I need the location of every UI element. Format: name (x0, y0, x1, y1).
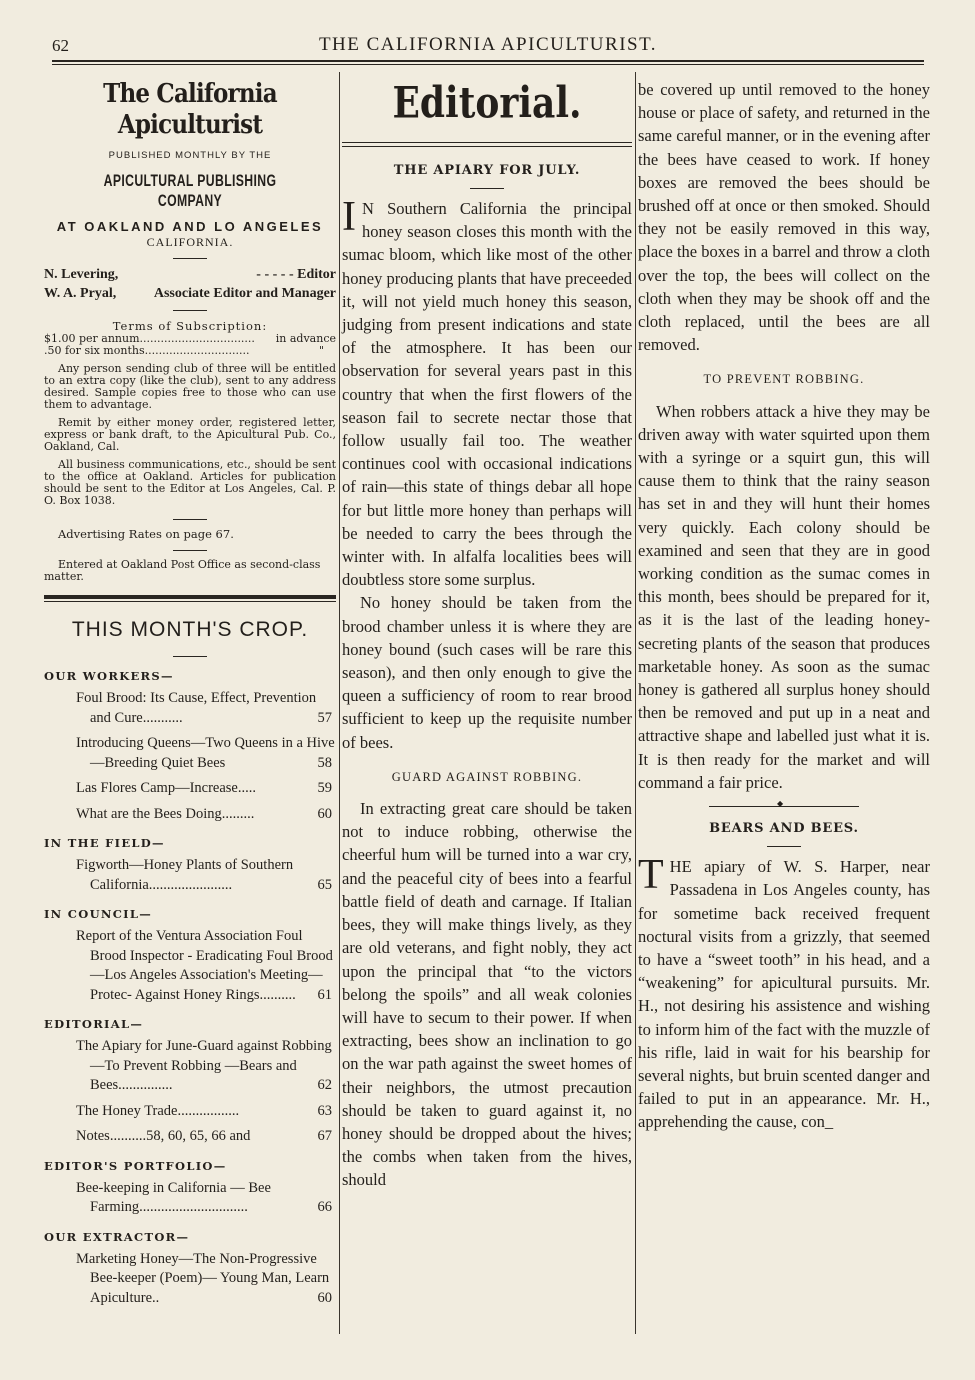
staff-role: Associate Editor and Manager (153, 286, 336, 301)
toc (44, 669, 336, 1308)
state-line: CALIFORNIA. (146, 235, 234, 249)
article-body-continued (638, 78, 930, 794)
staff-role: - - - - - Editor (256, 267, 336, 282)
paragraph: When robbers attack a hive they may be driven away with water squirted upon them with a syringe or a squirt gun, this will cause them to think that the rainy season has set in and they will hunt their homes very quickly. Each colony should be examined and seen that they are in good working condition as the sumac comes in this month, bees should be prepared for it, as it is the last of the leading honey-secreting plants of the season that produces marketable honey. As soon as the sumac honey is gathered all surplus honey should then be removed and put up in a neat and attractive shape and labelled just what it is. It is then ready for the market and will command a fair price. (638, 401, 930, 792)
toc-section-head: IN THE FIELD— (44, 836, 165, 850)
thin-rule (44, 601, 336, 602)
toc-page: 60 (317, 805, 332, 822)
toc-section-head: OUR EXTRACTOR— (44, 1229, 190, 1244)
toc-entry: Report of the Ventura Association Foul Brood Inspector - Eradicating Foul Brood—Los Angeles Association's Meeting—Protec- Against Honey Rings.......... 61 (76, 928, 333, 1003)
drop-cap: I (342, 194, 356, 240)
drop-cap: T (638, 852, 664, 899)
business-note: All business communications, etc., should be sent to the office at Oakland. Articles for publication should be sent to the Editor at Los Angeles, Cal. P. O. Box 1038. (44, 458, 336, 507)
price-row (44, 345, 336, 357)
rule (342, 142, 632, 143)
right-column (638, 78, 930, 1134)
staff-name: W. A. Pryal, (44, 286, 117, 301)
toc-entry: Marketing Honey—The Non-Progressive Bee-keeper (Poem)— Young Man, Learn Apiculture.. 60 (76, 1250, 332, 1306)
middle-column (342, 72, 632, 1192)
toc-entry: Foul Brood: Its Cause, Effect, Prevention and Cure........... 57 (76, 690, 332, 726)
subscription-terms (44, 333, 336, 507)
rule (173, 550, 207, 551)
toc-page: 58 (317, 754, 332, 771)
toc-entry: Notes..........58, 60, 65, 66 and 67 (76, 1128, 332, 1144)
published-line: PUBLISHED MONTHLY BY THE (108, 150, 272, 161)
price-label: $1.00 per annum................................. (44, 333, 255, 345)
staff-name: N. Levering, (44, 267, 119, 282)
toc-page: 63 (317, 1102, 332, 1119)
ornament-divider (709, 806, 859, 807)
toc-section-head: EDITOR'S PORTFOLIO— (44, 1158, 227, 1173)
rule (173, 519, 207, 520)
article-heading: BEARS AND BEES. (709, 821, 859, 837)
toc-page: 61 (317, 986, 332, 1003)
toc-entry: Introducing Queens—Two Queens in a Hive—Breeding Quiet Bees 58 (76, 735, 335, 771)
club-note: Any person sending club of three will be entitled to an extra copy (like the club), sent to any address desired. Sample copies free to those who can use them to advantage. (44, 362, 336, 411)
paragraph: No honey should be taken from the brood chamber unless it is where they are honey bound (such cases will be rare this season), and then only enough to give the queen a sufficiency of room to rear brood sufficient to keep up the requisite number of bees. (342, 593, 632, 752)
rule (342, 146, 632, 147)
toc-entry: The Honey Trade................. 63 (76, 1102, 332, 1119)
toc-page: 67 (317, 1128, 332, 1144)
paragraph: In extracting great care should be taken not to induce robbing, otherwise the cheerful hum will be turned into a war cry, and the peaceful city of bees into a fearful battle field of death and carnage. If Italian bees, they will make things lively, as they are old veterans, and fight nobly, they act upon the principal that “to the victors belong the spoils” and all weak colonies will have to secum to their power. If when extracting, bees show an inclination to go on the war path against the sweet homes of their neighbors, the utmost precaution should be taken to guard against it, no honey should be dropped about the hives; the combs when taken from the hives, should (342, 799, 632, 1190)
left-column (44, 72, 336, 1308)
toc-entry: The Apiary for June-Guard against Robbing—To Prevent Robbing —Bears and Bees............... 62 (76, 1038, 332, 1093)
toc-page: 65 (317, 876, 332, 893)
masthead-title: The California Apiculturist (103, 77, 277, 141)
toc-entry: Bee-keeping in California — Bee Farming.............................. 66 (76, 1179, 332, 1215)
toc-entry: Figworth—Honey Plants of Southern California....................... 65 (76, 857, 332, 893)
sub-heading: GUARD AGAINST ROBBING. (391, 769, 583, 784)
toc-section-head: OUR WORKERS— (44, 669, 174, 683)
header-rule (52, 60, 924, 62)
editorial-title: Editorial. (392, 77, 582, 129)
toc-page: 57 (317, 709, 332, 726)
toc-section-head: EDITORIAL— (44, 1017, 144, 1031)
price-note: in advance (275, 332, 336, 345)
toc-page: 59 (317, 780, 332, 796)
toc-page: 66 (317, 1199, 332, 1215)
toc-entry: Las Flores Camp—Increase..... 59 (76, 780, 332, 796)
rule (173, 656, 207, 657)
thick-rule (44, 595, 336, 599)
company-name: APICULTURAL PUBLISHING COMPANY (103, 171, 277, 210)
rule (173, 310, 207, 311)
advertising-line: Advertising Rates on page 67. (58, 527, 234, 541)
staff-manager (44, 286, 336, 302)
article-body (638, 852, 930, 1133)
page-header (52, 34, 924, 58)
rule (173, 258, 207, 259)
toc-entry: What are the Bees Doing......... 60 (76, 805, 332, 822)
column-rule-right (635, 72, 636, 1334)
article-body (342, 194, 633, 1192)
column-rule-left (339, 72, 340, 1334)
rule (470, 188, 504, 189)
article-heading: THE APIARY FOR JULY. (393, 163, 581, 178)
price-label: .50 for six months.............................. (44, 345, 250, 357)
rule (767, 846, 801, 847)
price-row (44, 333, 336, 345)
crop-title: THIS MONTH'S CROP. (71, 618, 309, 641)
toc-section-head: IN COUNCIL— (44, 907, 153, 921)
remit-note: Remit by either money order, registered letter, express or bank draft, to the Apicultural Pub. Co., Oakland, Cal. (44, 416, 336, 453)
page-number: 62 (52, 36, 69, 55)
paragraph: I N Southern California the principal honey season closes this month with the sumac bloom, which like most of the other honey producing plants that have preceeded it, will not yield much honey this season, judging from present indications and state of the atmosphere. It has been our observation for several years past in this country that when the first flowers of the season fail to secrete nectar those that follow usually fail too. The weather continues cool with occasional indications of rain—this state of things debar all hope for but little more honey than perhaps will be needed to carry the bees through the winter with. In alfalfa localities bees will doubtless store some surplus. (342, 194, 633, 590)
entered-line: Entered at Oakland Post Office as second-class matter. (44, 558, 321, 583)
locale-line: AT OAKLAND AND LO ANGELES (56, 219, 324, 234)
header-rule-thin (52, 64, 924, 65)
paragraph: be covered up until removed to the honey house or place of safety, and returned in the same careful manner, or in the evening after the bees have ceased to work. If honey boxes are removed the bees should be brushed off at once or then smoked. Should they not be easily removed in this way, place the boxes in a barrel and throw a cloth over the top, the bees will collect on the cloth when they may be shook off and the cloth replaced, until the bees are all removed. (638, 80, 930, 355)
toc-page: 60 (317, 1289, 332, 1306)
staff-editor (44, 267, 336, 283)
terms-heading: Terms of Subscription: (112, 319, 268, 333)
paragraph: THE apiary of W. S. Harper, near Passadena in Los Angeles county, has for sometime back received frequent noctural visits from a grizzly, that seemed to have a “sweet tooth” in his head, and a “weakening” for apicultural pursuits. Mr. H., not desiring his assistence and wishing to inform him of the fact with the muzzle of his rifle, laid in wait for his bearship for several nights, but bruin scented danger and failed to put in an appearance. Mr. H., apprehending the cause, con_ (638, 852, 930, 1132)
toc-page: 62 (317, 1077, 332, 1093)
sub-heading: TO PREVENT ROBBING. (703, 372, 865, 387)
running-head: THE CALIFORNIA APICULTURIST. (318, 34, 658, 55)
price-note: " (318, 344, 324, 357)
